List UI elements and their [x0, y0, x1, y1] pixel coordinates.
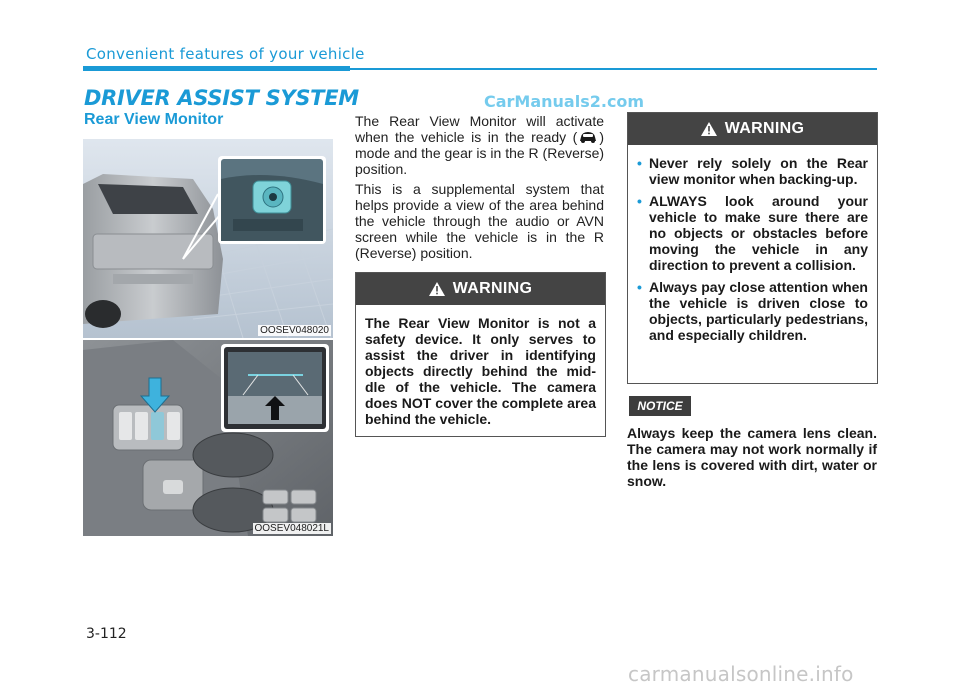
- body-paragraph-1: [355, 113, 604, 177]
- warning-triangle-icon: [701, 122, 717, 136]
- notice-text: Always keep the camera lens clean. The camera may not work normally if the lens is covered with dirt, water or snow.: [627, 425, 877, 489]
- header-section-title: Convenient features of your vehicle: [86, 45, 365, 63]
- rear-camera-photo: [83, 139, 333, 338]
- page-title: DRIVER ASSIST SYSTEM: [84, 86, 359, 110]
- photo-caption: OOSEV048020: [260, 325, 329, 336]
- body-paragraph-2: This is a supplemental system that helps provide a view of the area behind the vehicle through the audio or AVN screen while the vehicle is in the R (Reverse) position.: [355, 181, 604, 261]
- warning-item-text: Never rely solely on the Rear view monitor when backing-up.: [649, 155, 868, 187]
- warning-list-item: [637, 155, 868, 187]
- warning-header: [356, 273, 605, 305]
- car-ready-icon: [578, 130, 598, 144]
- warning-item-text: ALWAYS look around your vehicle to make sure there are no objects or obstacles before moving the vehicle in any direction to prevent a collision.: [649, 193, 868, 273]
- warning-label: WARNING: [452, 280, 533, 297]
- warning-box-left: [355, 272, 606, 437]
- notice-badge: NOTICE: [629, 396, 691, 416]
- bullet: •: [637, 155, 642, 171]
- warning-triangle-icon: [429, 282, 445, 296]
- warning-label: WARNING: [724, 120, 805, 137]
- warning-item-text: Always pay close attention when the vehicle is driven close to objects, particularly pedestrians, and especially children.: [649, 279, 868, 343]
- header-rule-thin: [350, 68, 877, 70]
- header-rule: [83, 66, 350, 71]
- photo-caption: OOSEV048021L: [254, 523, 329, 534]
- warning-box-right: [627, 112, 878, 384]
- watermark-bottom[interactable]: carmanualsonline.info: [628, 662, 854, 686]
- page-number: 3-112: [86, 626, 127, 642]
- warning-list: [628, 145, 877, 357]
- console-gear-photo: [83, 340, 333, 536]
- warning-header: [628, 113, 877, 145]
- warning-list-item: [637, 279, 868, 343]
- warning-text: The Rear View Monitor is not a safety device. It only serves to assist the driver in identifying objects directly behind the mid-dle of the vehicle. The camera does NOT cover the complete area behind the vehicle.: [365, 315, 596, 427]
- body-text-after-icon: ) mode and the gear is in the R (Reverse) position.: [355, 129, 605, 177]
- watermark-top[interactable]: CarManuals2.com: [484, 92, 645, 111]
- warning-list-item: [637, 193, 868, 273]
- bullet: •: [637, 279, 642, 295]
- body-text-before-icon: The Rear View Monitor will activate when the vehicle is in the ready (: [355, 113, 604, 145]
- bullet: •: [637, 193, 642, 209]
- subsection-title: Rear View Monitor: [84, 111, 224, 128]
